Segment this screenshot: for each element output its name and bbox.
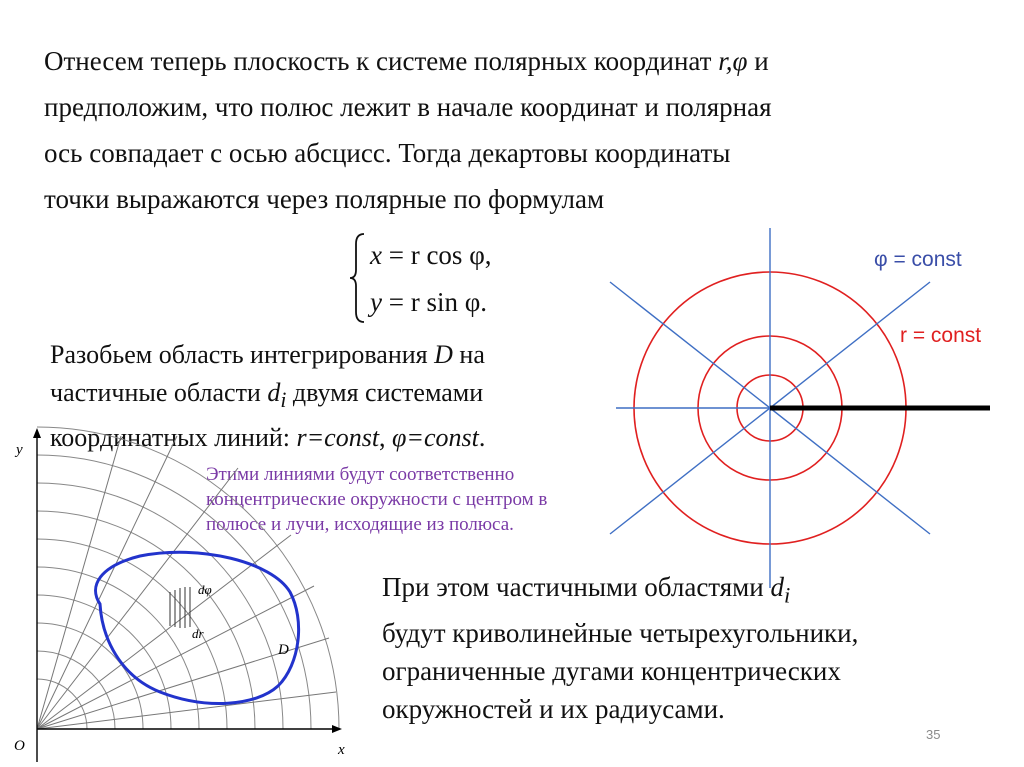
formula-system: [348, 232, 548, 324]
polar-ray-grid: [37, 436, 336, 729]
partition-line-2: частичные области $d_i$ двумя системами: [50, 378, 484, 413]
slide-number: 35: [926, 727, 941, 742]
grid-ray: [37, 692, 336, 729]
note-line-2: концентрические окружности с центром в: [206, 489, 548, 510]
formula-y: y = r sin φ.: [370, 287, 488, 317]
intro-line-4: точки выражаются через полярные по формулам: [44, 184, 605, 214]
intro-line-2: предположим, что полюс лежит в начале координат и полярная: [44, 92, 772, 122]
region-diagram: [0, 424, 370, 767]
conclusion-line-2: будут криволинейные четырехугольники,: [382, 618, 859, 649]
brace-icon: [348, 232, 368, 324]
note-line-1: Этими линиями будут соответственно: [206, 464, 515, 485]
x-axis-arrow-icon: [332, 725, 342, 733]
r-const-label: r = const: [900, 324, 982, 347]
grid-arc: [0, 455, 311, 767]
grid-ray: [37, 436, 121, 729]
grid-arc: [0, 567, 199, 767]
polar-vars: r,φ: [718, 46, 748, 76]
note-line-3: полюсе и лучи, исходящие из полюса.: [206, 514, 514, 535]
intro-paragraph: [44, 38, 984, 222]
y-axis-arrow-icon: [33, 428, 41, 438]
grid-ray: [37, 436, 177, 729]
phi-const-label: φ = const: [874, 248, 962, 271]
hatched-cell: [170, 587, 190, 628]
dr-label: dr: [192, 626, 204, 641]
intro-line-1: Отнесем теперь плоскость к системе полярных координат r,φ и: [44, 46, 769, 76]
origin-label: O: [14, 738, 25, 754]
dphi-label: dφ: [198, 582, 212, 597]
intro-line-3: ось совпадает с осью абсцисс. Тогда декартовы координаты: [44, 138, 731, 168]
grid-arc: [0, 595, 171, 767]
region-label: D: [278, 642, 289, 658]
conclusion-paragraph: [382, 568, 990, 728]
partition-line-1: Разобьем область интегрирования D на: [50, 340, 485, 369]
x-axis-label: x: [338, 742, 345, 758]
formula-x: x = r cos φ,: [370, 240, 492, 270]
conclusion-line-3: ограниченные дугами концентрических: [382, 656, 841, 687]
conclusion-line-1: При этом частичными областями $d_i$: [382, 572, 791, 608]
y-axis-label: y: [16, 442, 23, 458]
conclusion-line-4: окружностей и их радиусами.: [382, 694, 725, 725]
partition-line-3: координатных линий: r=const, φ=const.: [50, 423, 486, 453]
